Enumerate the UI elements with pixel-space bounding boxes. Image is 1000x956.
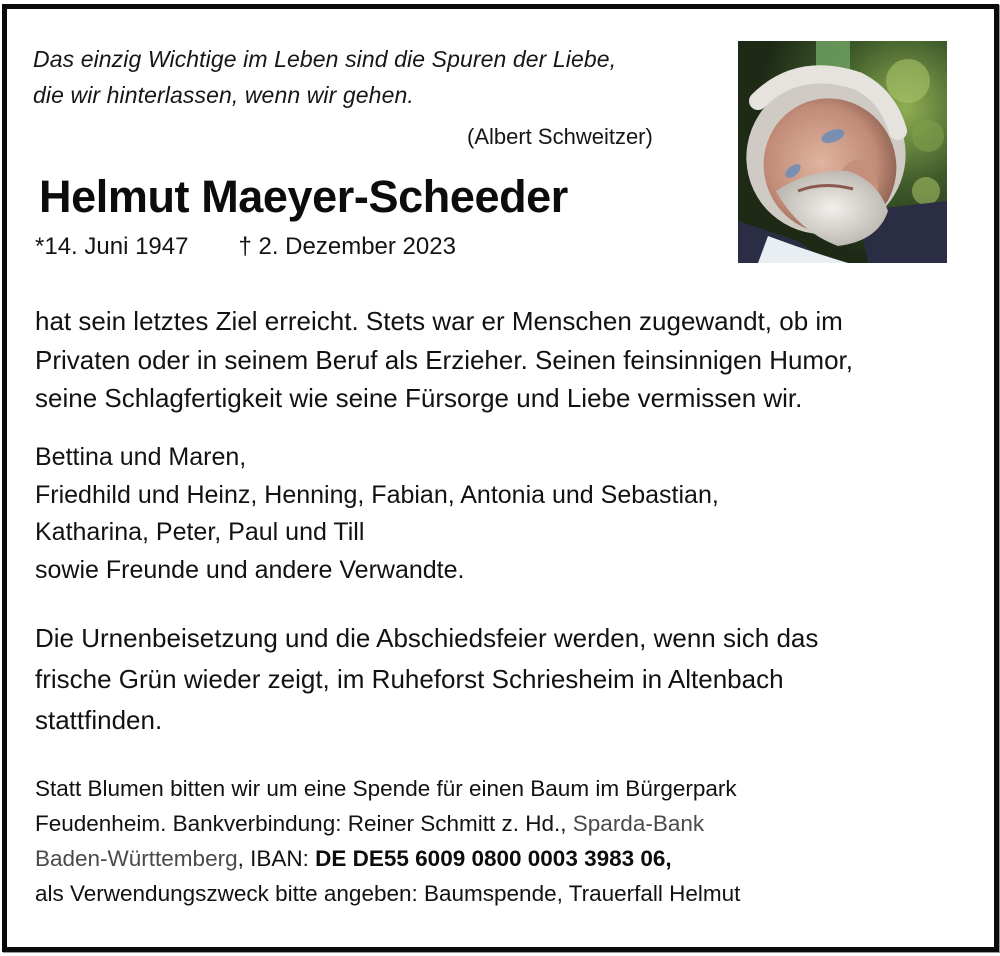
tribute-paragraph (35, 302, 853, 418)
tribute-line: hat sein letztes Ziel erreicht. Stets war er Menschen zugewandt, ob im (35, 306, 843, 336)
donation-line (35, 841, 740, 876)
donation-line: als Verwendungszweck bitte angeben: Baumspende, Trauerfall Helmut (35, 881, 741, 906)
death-date: † 2. Dezember 2023 (238, 233, 456, 260)
obituary-notice (2, 4, 999, 952)
mourners-line: Bettina und Maren, (35, 443, 247, 471)
bank-name: Sparda-Bank (572, 811, 705, 836)
life-dates (35, 233, 456, 261)
portrait-photo (738, 41, 947, 263)
quote-author: (Albert Schweitzer) (467, 124, 653, 149)
iban-number: DE DE55 6009 0800 0003 3983 06, (315, 846, 672, 871)
funeral-info (35, 618, 818, 741)
birth-date: *14. Juni 1947 (35, 233, 189, 260)
bank-name-cont: Baden-Württemberg (35, 846, 238, 871)
funeral-line: frische Grün wieder zeigt, im Ruheforst Schriesheim in Altenbach (35, 664, 784, 694)
deceased-name: Helmut Maeyer-Scheeder (39, 171, 568, 222)
tribute-line: Privaten oder in seinem Beruf als Erzieher. Seinen feinsinnigen Humor, (35, 344, 853, 375)
donation-line: Statt Blumen bitten wir um eine Spende für einen Baum im Bürgerpark (35, 776, 737, 801)
mourners-line: sowie Freunde und andere Verwandte. (35, 555, 465, 584)
portrait-image (738, 41, 947, 263)
donation-line (35, 806, 740, 841)
quote-line: Das einzig Wichtige im Leben sind die Spuren der Liebe, (33, 46, 617, 72)
funeral-line: Die Urnenbeisetzung und die Abschiedsfeier werden, wenn sich das (35, 623, 819, 653)
donation-text: Feudenheim. Bankverbindung: Reiner Schmitt z. Hd., (35, 811, 573, 836)
epigraph-quote (33, 41, 616, 113)
donation-info (35, 771, 740, 911)
mourners-line: Friedhild und Heinz, Henning, Fabian, Antonia und Sebastian, (35, 480, 719, 509)
mourners-line: Katharina, Peter, Paul und Till (35, 518, 365, 546)
iban-label: , IBAN: (237, 846, 316, 871)
quote-line: die wir hinterlassen, wenn wir gehen. (33, 82, 414, 108)
funeral-line: stattfinden. (35, 705, 163, 735)
tribute-line: seine Schlagfertigkeit wie seine Fürsorge und Liebe vermissen wir. (35, 383, 803, 413)
mourners-list (35, 439, 719, 589)
